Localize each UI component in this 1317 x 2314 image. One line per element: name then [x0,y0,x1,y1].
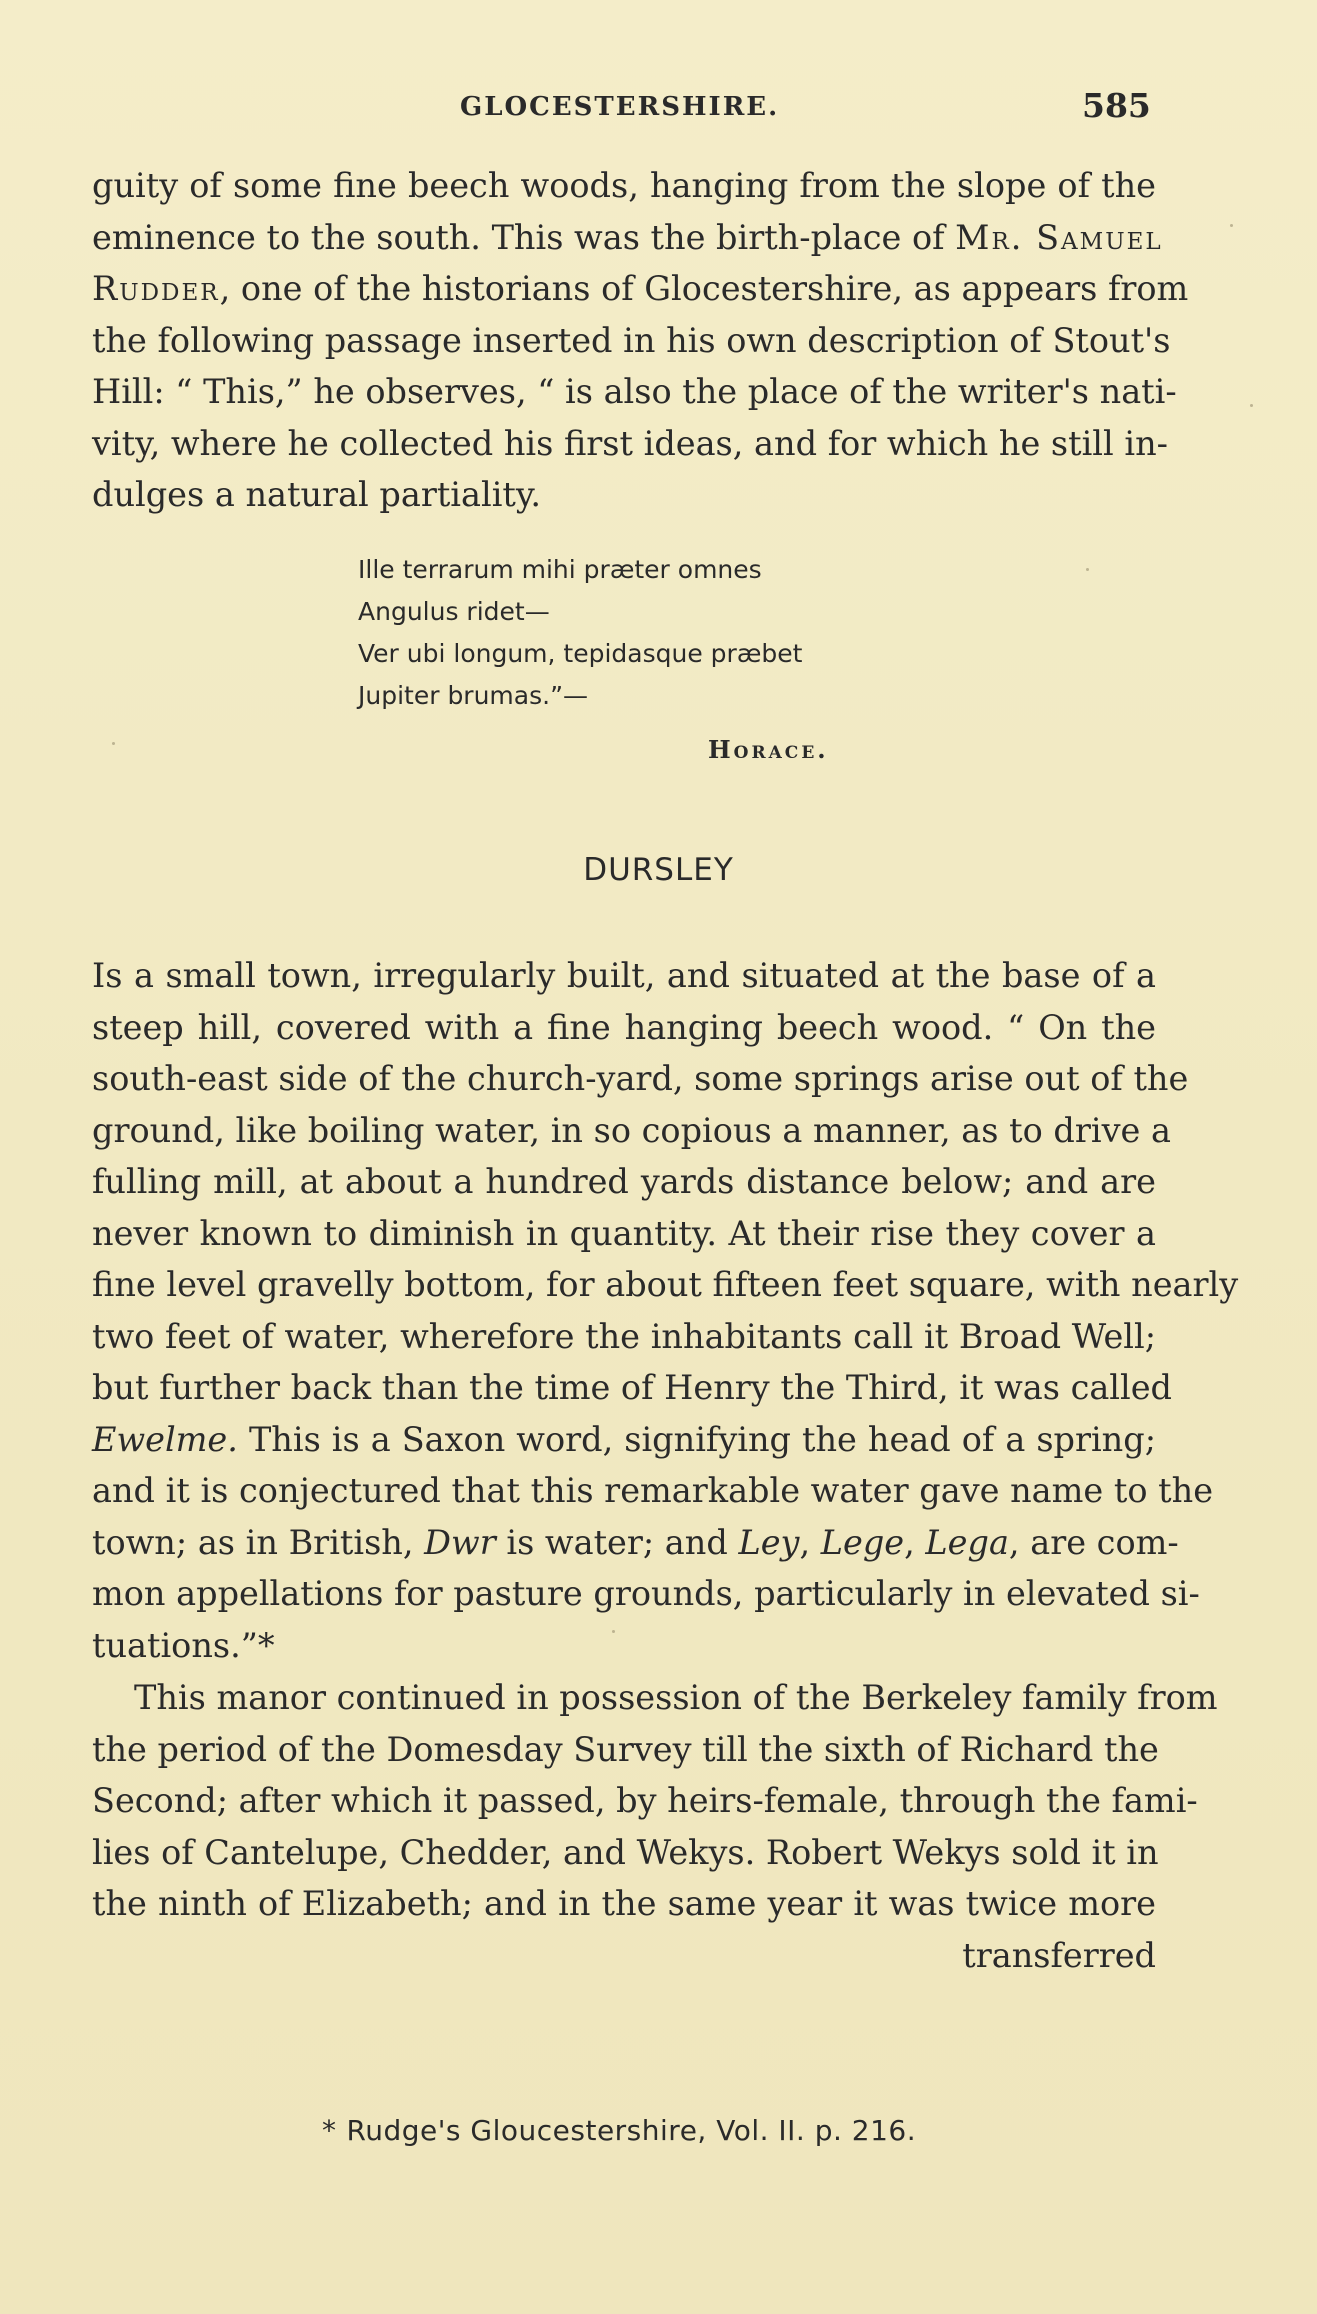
italic-term: Lega [925,1522,1009,1562]
text-line: but further back than the time of Henry the Third, it was called [92,1368,1172,1407]
page-number: 585 [1082,86,1151,125]
italic-term: Ley [738,1522,800,1562]
section-heading: DURSLEY [583,852,734,888]
text-line: mon appellations for pasture grounds, particularly in elevated si- [92,1574,1200,1613]
small-caps-name: Mr. Samuel [955,217,1163,257]
paper-speck [1086,568,1089,571]
text-line: dulges a natural partiality. [92,475,541,514]
italic-term: Dwr [424,1522,496,1562]
text-line: the ninth of Elizabeth; and in the same year it was twice more [92,1884,1156,1923]
text-line: Hill: “ This,” he observes, “ is also the place of the writer's nati- [92,372,1177,411]
text-line: and it is conjectured that this remarkable water gave name to the [92,1471,1214,1510]
quotation-line: Ver ubi longum, tepidasque præbet [358,639,803,668]
footnote-text: Rudge's Gloucestershire, Vol. II. p. 216. [346,2114,917,2147]
paragraph-2 [92,950,1239,1671]
quotation-attribution: Horace. [708,735,829,764]
text-line: never known to diminish in quantity. At their rise they cover a [92,1213,1156,1253]
footnote-mark: * [322,2114,337,2147]
text-line: This manor continued in possession of the Berkeley family from [134,1678,1218,1717]
paper-speck [612,1630,615,1633]
quotation-line: Ille terrarum mihi præter omnes [358,555,762,584]
text-line: the following passage inserted in his own description of Stout's [92,320,1171,360]
small-caps-name: Rudder [92,269,220,308]
paper-speck [1250,404,1253,407]
text-line: Ewelme. This is a Saxon word, signifying the head of a spring; [92,1419,1156,1459]
text-line: Second; after which it passed, by heirs-female, through the fami- [92,1781,1198,1820]
paper-speck [112,742,115,745]
text-line: guity of some fine beech woods, hanging from the slope of the [92,166,1156,205]
text-line: tuations.”* [92,1625,275,1665]
text-line: Rudder, one of the historians of Glocestershire, as appears from [92,269,1189,308]
quotation-line: Jupiter brumas.”— [358,681,589,710]
text-line: fulling mill, at about a hundred yards distance below; and are [92,1162,1156,1201]
text-line: steep hill, covered with a fine hanging beech wood. “ On the [92,1007,1156,1047]
text-line: south-east side of the church-yard, some springs arise out of the [92,1059,1189,1098]
paper-speck [1230,224,1233,227]
text-line: lies of Cantelupe, Chedder, and Wekys. Robert Wekys sold it in [92,1832,1159,1872]
italic-term: Ewelme. [92,1419,238,1459]
paragraph-3 [92,1672,1218,1981]
text-line: fine level gravelly bottom, for about fifteen feet square, with nearly [92,1265,1239,1304]
text-line: vity, where he collected his first ideas, and for which he still in- [92,423,1168,463]
footnote [322,2114,916,2147]
text-line: eminence to the south. This was the birth-place of Mr. Samuel [92,217,1163,257]
paragraph-1 [92,160,1189,521]
text-line: two feet of water, wherefore the inhabitants call it Broad Well; [92,1316,1156,1356]
quotation-line: Angulus ridet— [358,597,550,626]
italic-term: Lege [820,1522,905,1562]
text-line: the period of the Domesday Survey till the sixth of Richard the [92,1729,1159,1769]
catchword: transferred [962,1935,1156,1975]
running-title: GLOCESTERSHIRE. [460,92,780,122]
text-line: Is a small town, irregularly built, and situated at the base of a [92,956,1156,995]
text-line: ground, like boiling water, in so copious a manner, as to drive a [92,1110,1171,1150]
latin-quotation [358,549,802,717]
text-line: town; as in British, Dwr is water; and Ley, Lege, Lega, are com- [92,1522,1179,1562]
